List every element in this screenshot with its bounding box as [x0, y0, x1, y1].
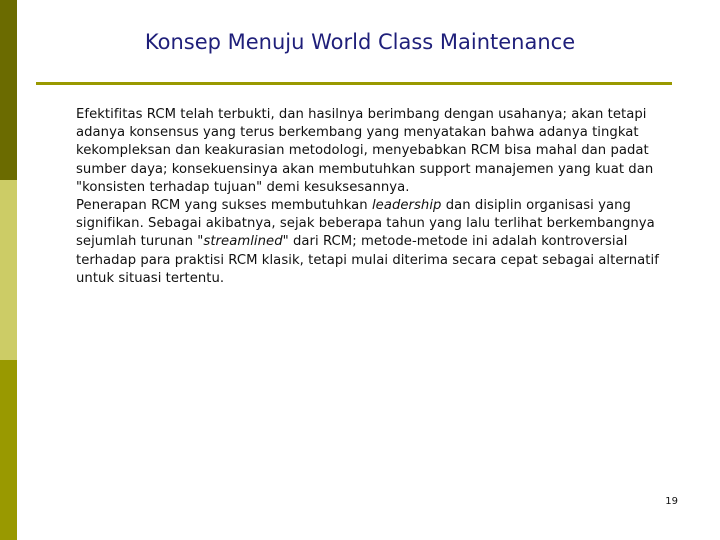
slide-body [76, 106, 688, 288]
side-bar-top [0, 0, 17, 180]
streamlined-term: "streamlined" [197, 234, 289, 250]
page-number: 19 [665, 496, 678, 507]
paragraph-1: Efektifitas RCM telah terbukti, dan hasilnya berimbang dengan usahanya; akan tetapi adanya konsensus yang terus berkembang yang menyatakan bahwa adanya tingkat kekompleksan dan keakurasian metodologi, menyebabkan RCM bisa mahal dan padat sumber daya; konsekuensinya akan membutuhkan support manajemen yang kuat dan "konsisten terhadap tujuan" demi kesuksesannya. [76, 107, 654, 195]
title-divider [36, 82, 672, 85]
paragraph-2 [76, 197, 688, 288]
paragraph-2-part-1: Penerapan RCM yang sukses membutuhkan [76, 198, 372, 214]
paragraph-2-part-2: dan disiplin organisasi yang signifikan. Sebagai akibatnya, sejak beberapa tahun yang lalu terlihat berkembangnya sejumlah turunan [76, 198, 655, 250]
side-bar-middle [0, 180, 17, 360]
side-bar-bottom [0, 360, 17, 540]
leadership-term: leadership [371, 198, 442, 214]
slide-title: Konsep Menuju World Class Maintenance [144, 30, 576, 54]
paragraph-2-part-3: dari RCM; metode-metode ini adalah kontroversial terhadap para praktisi RCM klasik, tetapi mulai diterima secara cepat sebagai alternatif untuk situasi tertentu. [76, 234, 659, 286]
